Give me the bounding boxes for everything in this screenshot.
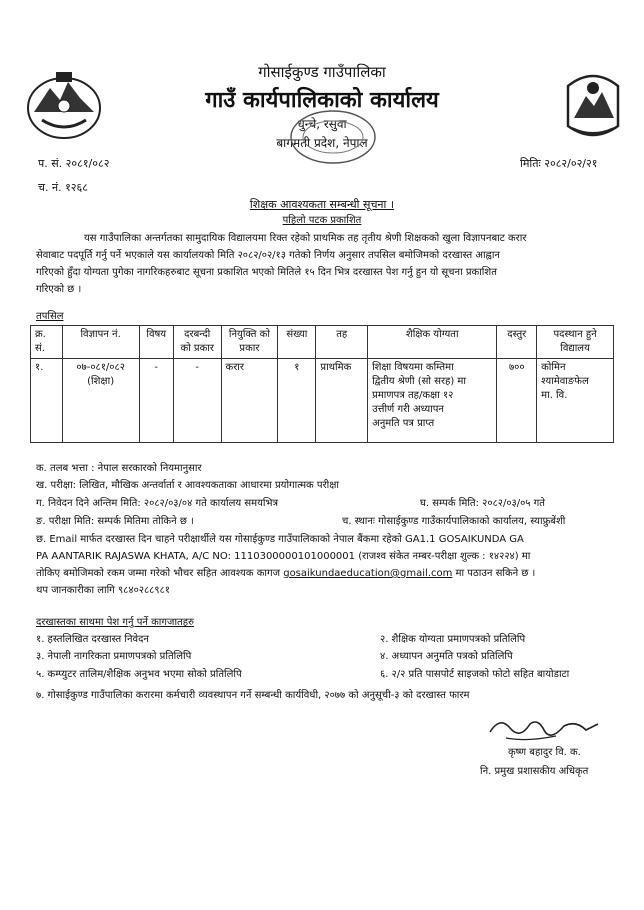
row-level: प्राथमिक [316,359,368,443]
paragraph-line: यस गाउँपालिका अन्तर्गतका सामुदायिक विद्यालयमा रिक्त रहेको प्राथमिक तह तृतीय श्रेणी शिक्षकको खुला विज्ञापनबाट करार [84,233,527,244]
email-info-line1: छ. Email मार्फत दरखास्त दिन चाहने परीक्षार्थीले यस गोसाईकुण्ड गाउँपालिकाको नेपाल बैंकमा रहेको GA1.1 GOSAIKUNDA GA [36,534,524,545]
docs-heading: दरखास्तका साथमा पेश गर्नु पर्ने कागजातहरु [36,617,195,628]
doc-item: ७. गोसाईकुण्ड गाउँपालिका करारमा कर्मचारी व्यवस्थापन गर्ने सम्बन्धी कार्यविधी, २०७७ को अनुसूची-३ को दरखास्त फारम [36,690,470,701]
row-count: १ [278,359,316,443]
header-cell: दरबन्दी को प्रकार [173,326,221,359]
school-line: मा. वि. [541,390,568,401]
row-serial: १. [31,359,63,443]
header-cell: तह [316,326,368,359]
row-subject: - [139,359,173,443]
email-info-line2: PA AANTARIK RAJASWA KHATA, A/C NO: 1110300000101000001 (राजश्व संकेत नम्बर-परीक्षा शुल्क : १४२२४) मा [36,551,531,562]
reference-ps: प. सं. २०८१/०८२ [38,157,110,170]
header-cell: विज्ञापन नं. [62,326,139,359]
notice-title: शिक्षक आवश्यकता सम्बन्धी सूचना । [249,198,395,211]
signatory-title: नि. प्रमुख प्रशासकीय अधिकृत [480,766,589,777]
doc-item: ३. नेपाली नागरिकता प्रमाणपत्रको प्रतिलिपि [36,651,192,662]
office-name: गाउँ कार्यपालिकाको कार्यालय [205,88,439,113]
vacancy-table [30,325,614,443]
doc-item: २. शैक्षिक योग्यता प्रमाणपत्रको प्रतिलिपि [380,634,526,645]
signatory-name: कृष्ण बहादुर वि. क. [508,747,581,758]
paragraph-line: गरिएको हुँदा योग्यता पुगेका नागरिकहरुबाट सूचना प्रकाशित भएको मितिले १५ दिन भित्र दरखास्त पेश गर्नु हुन यो सूचना प्रकाशित [36,267,497,278]
paragraph-line: गरिएको छ । [36,284,82,295]
salary-info: क. तलब भत्ता : नेपाल सरकारको नियमानुसार [36,463,202,474]
header-cell: नियुक्ति को प्रकार [221,326,278,359]
row-post-type: - [173,359,221,443]
office-province: बागमती प्रदेश, नेपाल [276,136,368,150]
municipality-name: गोसाईकुण्ड गाउँपालिका [258,63,386,81]
qualification-line: द्वितीय श्रेणी (सो सरह) मा [372,376,467,387]
notice-paragraph [36,230,612,298]
row-fee: ७०० [497,359,537,443]
notice-subtitle: पहिलो पटक प्रकाशित [282,215,362,226]
reference-cn: च. नं. १२६८ [38,181,88,194]
email-line3-tail: मा पठाउन सकिने छ । [452,568,536,579]
qualification-line: अनुमति पत्र प्राप्त [372,418,435,429]
doc-item: ४. अध्यापन अनुमति पत्रको प्रतिलिपि [380,651,513,662]
email-info-line3 [36,567,535,580]
qualification-line: प्रमाणपत्र तह/कक्षा १२ [372,390,454,401]
exam-info: ख. परीक्षा: लिखित, मौखिक अन्तर्वार्ता र आवश्यकताका आधारमा प्रयोगात्मक परीक्षा [36,480,340,491]
header-cell: शैक्षिक योग्यता [368,326,497,359]
header-cell: विषय [139,326,173,359]
qualification-line: उत्तीर्ण गरी अध्यापन [372,404,444,415]
doc-item: १. हस्तलिखित दरखास्त निवेदन [36,634,149,645]
school-line: श्यामेवाङफेल [541,376,589,387]
doc-item: ६. २/२ प्रति पासपोर्ट साइजको फोटो सहित बायोडाटा [380,669,570,680]
table-header-row [31,326,614,359]
school-line: कोमिन [541,362,566,373]
header-cell: दस्तुर [497,326,537,359]
exam-place-info: च. स्थानः गोसाईकुण्ड गाउँकार्यपालिकाको कार्यालय, स्याफ्रुबेंशी [342,516,566,527]
contact-date-info: घ. सम्पर्क मिति: २०८२/०३/०५ गते [420,498,546,509]
header-cell: क्र. सं. [31,326,63,359]
row-school [537,359,614,443]
row-ad-number [62,359,139,443]
more-info: थप जानकारीका लागि ९८४०२८८९८१ [36,585,170,596]
email-link[interactable]: gosaikundaeducation@gmail.com [283,568,453,579]
ad-category: (शिक्षा) [87,376,115,387]
header-cell: पदस्थान हुने विद्यालय [537,326,614,359]
email-line3-text: तोकिए बमोजिमको रकम जम्मा गरेको भौचर सहित आवश्यक कागज [36,568,284,579]
ad-number: ०७-०८१/०८२ [76,362,125,373]
row-appointment: करार [221,359,278,443]
office-stamp [288,108,378,166]
notice-date: मितिः २०८२/०२/२१ [520,157,598,170]
paragraph-line: सेवाबाट पदपूर्ति गर्नु पर्ने भएकाले यस कार्यालयको मिति २०८२/०२/१३ गतेको निर्णय अनुसार तपसिल बमोजिमको दरखास्त आह्वान [36,250,500,261]
table-caption: तपसिल [36,311,64,322]
doc-item: ५. कम्प्युटर तालिम/शैक्षिक अनुभव भएमा सोको प्रतिलिपि [36,669,242,680]
deadline-info: ग. निवेदन दिने अन्तिम मिति: २०८२/०३/०४ गते कार्यालय समयभित्र [36,498,279,509]
exam-date-info: ङ. परीक्षा मिति: सम्पर्क मितिमा तोकिने छ । [36,516,194,527]
row-qualification [368,359,497,443]
qualification-line: शिक्षा विषयमा कम्तिमा [372,362,454,373]
office-location: धुन्चे, रसुवा [297,117,347,131]
handwritten-signature [486,710,606,746]
table-row [31,359,614,443]
header-cell: संख्या [278,326,316,359]
